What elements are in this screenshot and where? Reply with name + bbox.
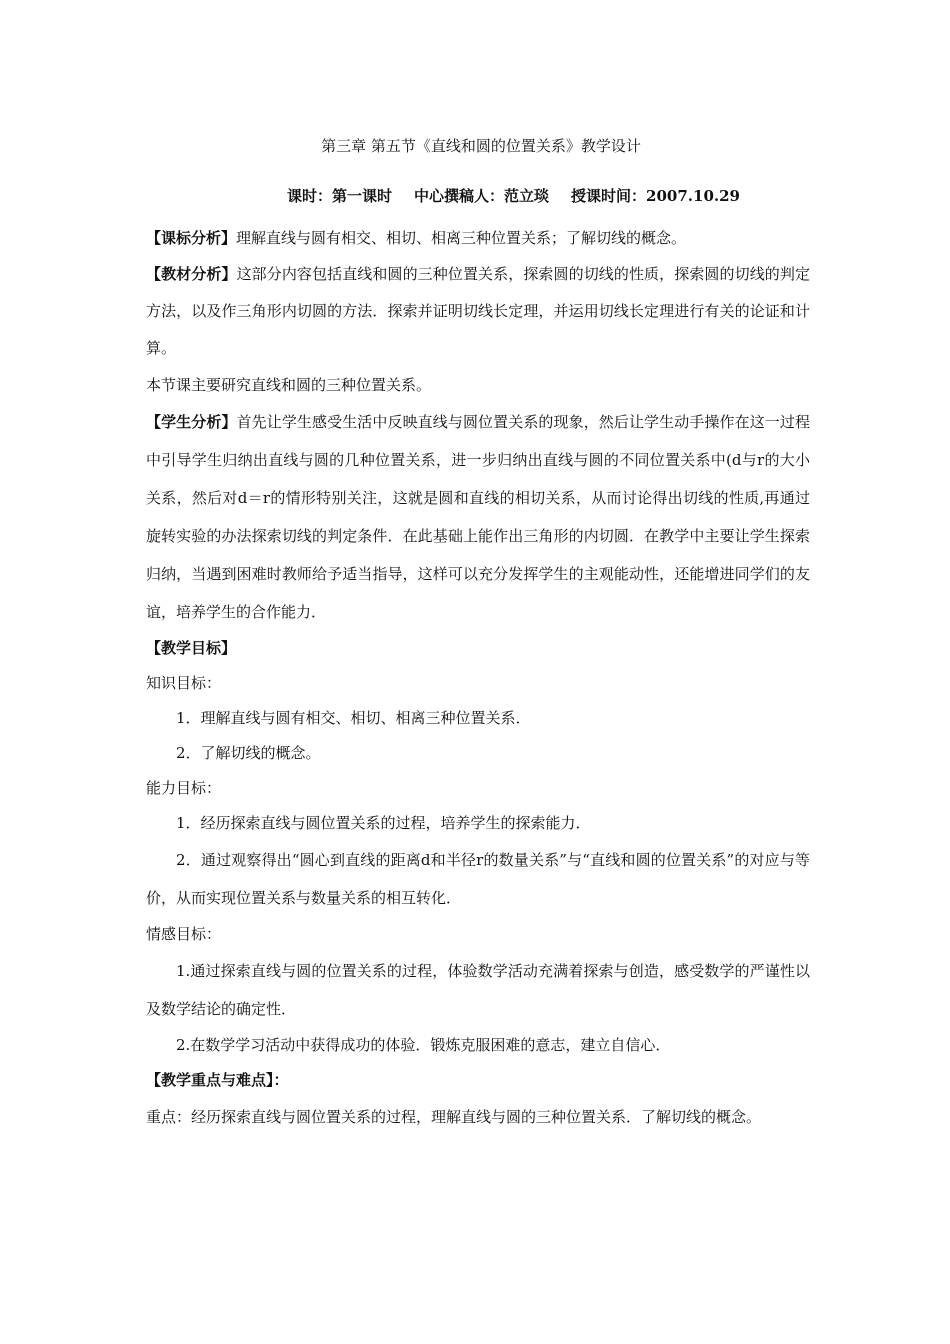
key-points-text: 重点：经历探索直线与圆位置关系的过程，理解直线与圆的三种位置关系．了解切线的概念。 <box>146 1108 762 1126</box>
ability-item-2 <box>146 841 810 917</box>
textbook-section <box>146 256 810 367</box>
knowledge-item-1: 1．理解直线与圆有相交、相切、相离三种位置关系． <box>176 709 531 727</box>
meta-date: 授课时间：2007.10.29 <box>571 187 740 205</box>
meta-period: 课时：第一课时 <box>287 187 393 205</box>
textbook-text: 这部分内容包括直线和圆的三种位置关系，探索圆的切线的性质，探索圆的切线的判定方法，以及作三角形内切圆的方法．探索并证明切线长定理，并运用切线长定理进行有关的论证和计算。 <box>146 265 810 357</box>
key-points-heading: 【教学重点与难点】： <box>146 1071 289 1089</box>
curriculum-section <box>146 220 810 256</box>
curriculum-text: 理解直线与圆有相交、相切、相离三种位置关系；了解切线的概念。 <box>236 229 687 247</box>
emotion-item-1 <box>146 952 810 1028</box>
emotion-item-2: 2.在数学学习活动中获得成功的体验．锻炼克服困难的意志，建立自信心． <box>176 1036 671 1054</box>
goals-heading: 【教学目标】 <box>146 639 237 657</box>
document-page <box>146 134 810 1136</box>
textbook-heading: 【教材分析】 <box>146 265 237 283</box>
meta-author: 中心撰稿人：范立琰 <box>414 187 550 205</box>
document-meta <box>146 184 810 208</box>
knowledge-item-2: 2．了解切线的概念。 <box>176 744 321 762</box>
student-section <box>146 403 810 631</box>
ability-item-2-text: 2．通过观察得出“圆心到直线的距离d和半径r的数量关系”与“直线和圆的位置关系”的对应与等价，从而实现位置关系与数量关系的相互转化． <box>146 851 810 907</box>
emotion-item-1-text: 1.通过探索直线与圆的位置关系的过程，体验数学活动充满着探索与创造，感受数学的严谨性以及数学结论的确定性． <box>146 962 810 1018</box>
knowledge-label: 知识目标： <box>146 674 222 692</box>
textbook-note: 本节课主要研究直线和圆的三种位置关系。 <box>146 376 432 394</box>
emotion-label: 情感目标： <box>146 925 222 943</box>
ability-label: 能力目标： <box>146 779 222 797</box>
document-title: 第三章 第五节《直线和圆的位置关系》教学设计 <box>321 137 641 155</box>
curriculum-heading: 【课标分析】 <box>146 229 237 247</box>
student-text: 首先让学生感受生活中反映直线与圆位置关系的现象，然后让学生动手操作在这一过程中引导学生归纳出直线与圆的几种位置关系，进一步归纳出直线与圆的不同位置关系中(d与r的大小关系，然后对d＝r的情形特别关注，这就是圆和直线的相切关系，从而讨论得出切线的性质,再通过旋转实验的办法探索切线的判定条件．在此基础上能作出三角形的内切圆．在教学中主要让学生探索归纳，当遇到困难时教师给予适当指导，这样可以充分发挥学生的主观能动性，还能增进同学们的友谊，培养学生的合作能力． <box>146 413 810 621</box>
ability-item-1: 1．经历探索直线与圆位置关系的过程，培养学生的探索能力． <box>176 814 591 832</box>
student-heading: 【学生分析】 <box>146 413 237 431</box>
